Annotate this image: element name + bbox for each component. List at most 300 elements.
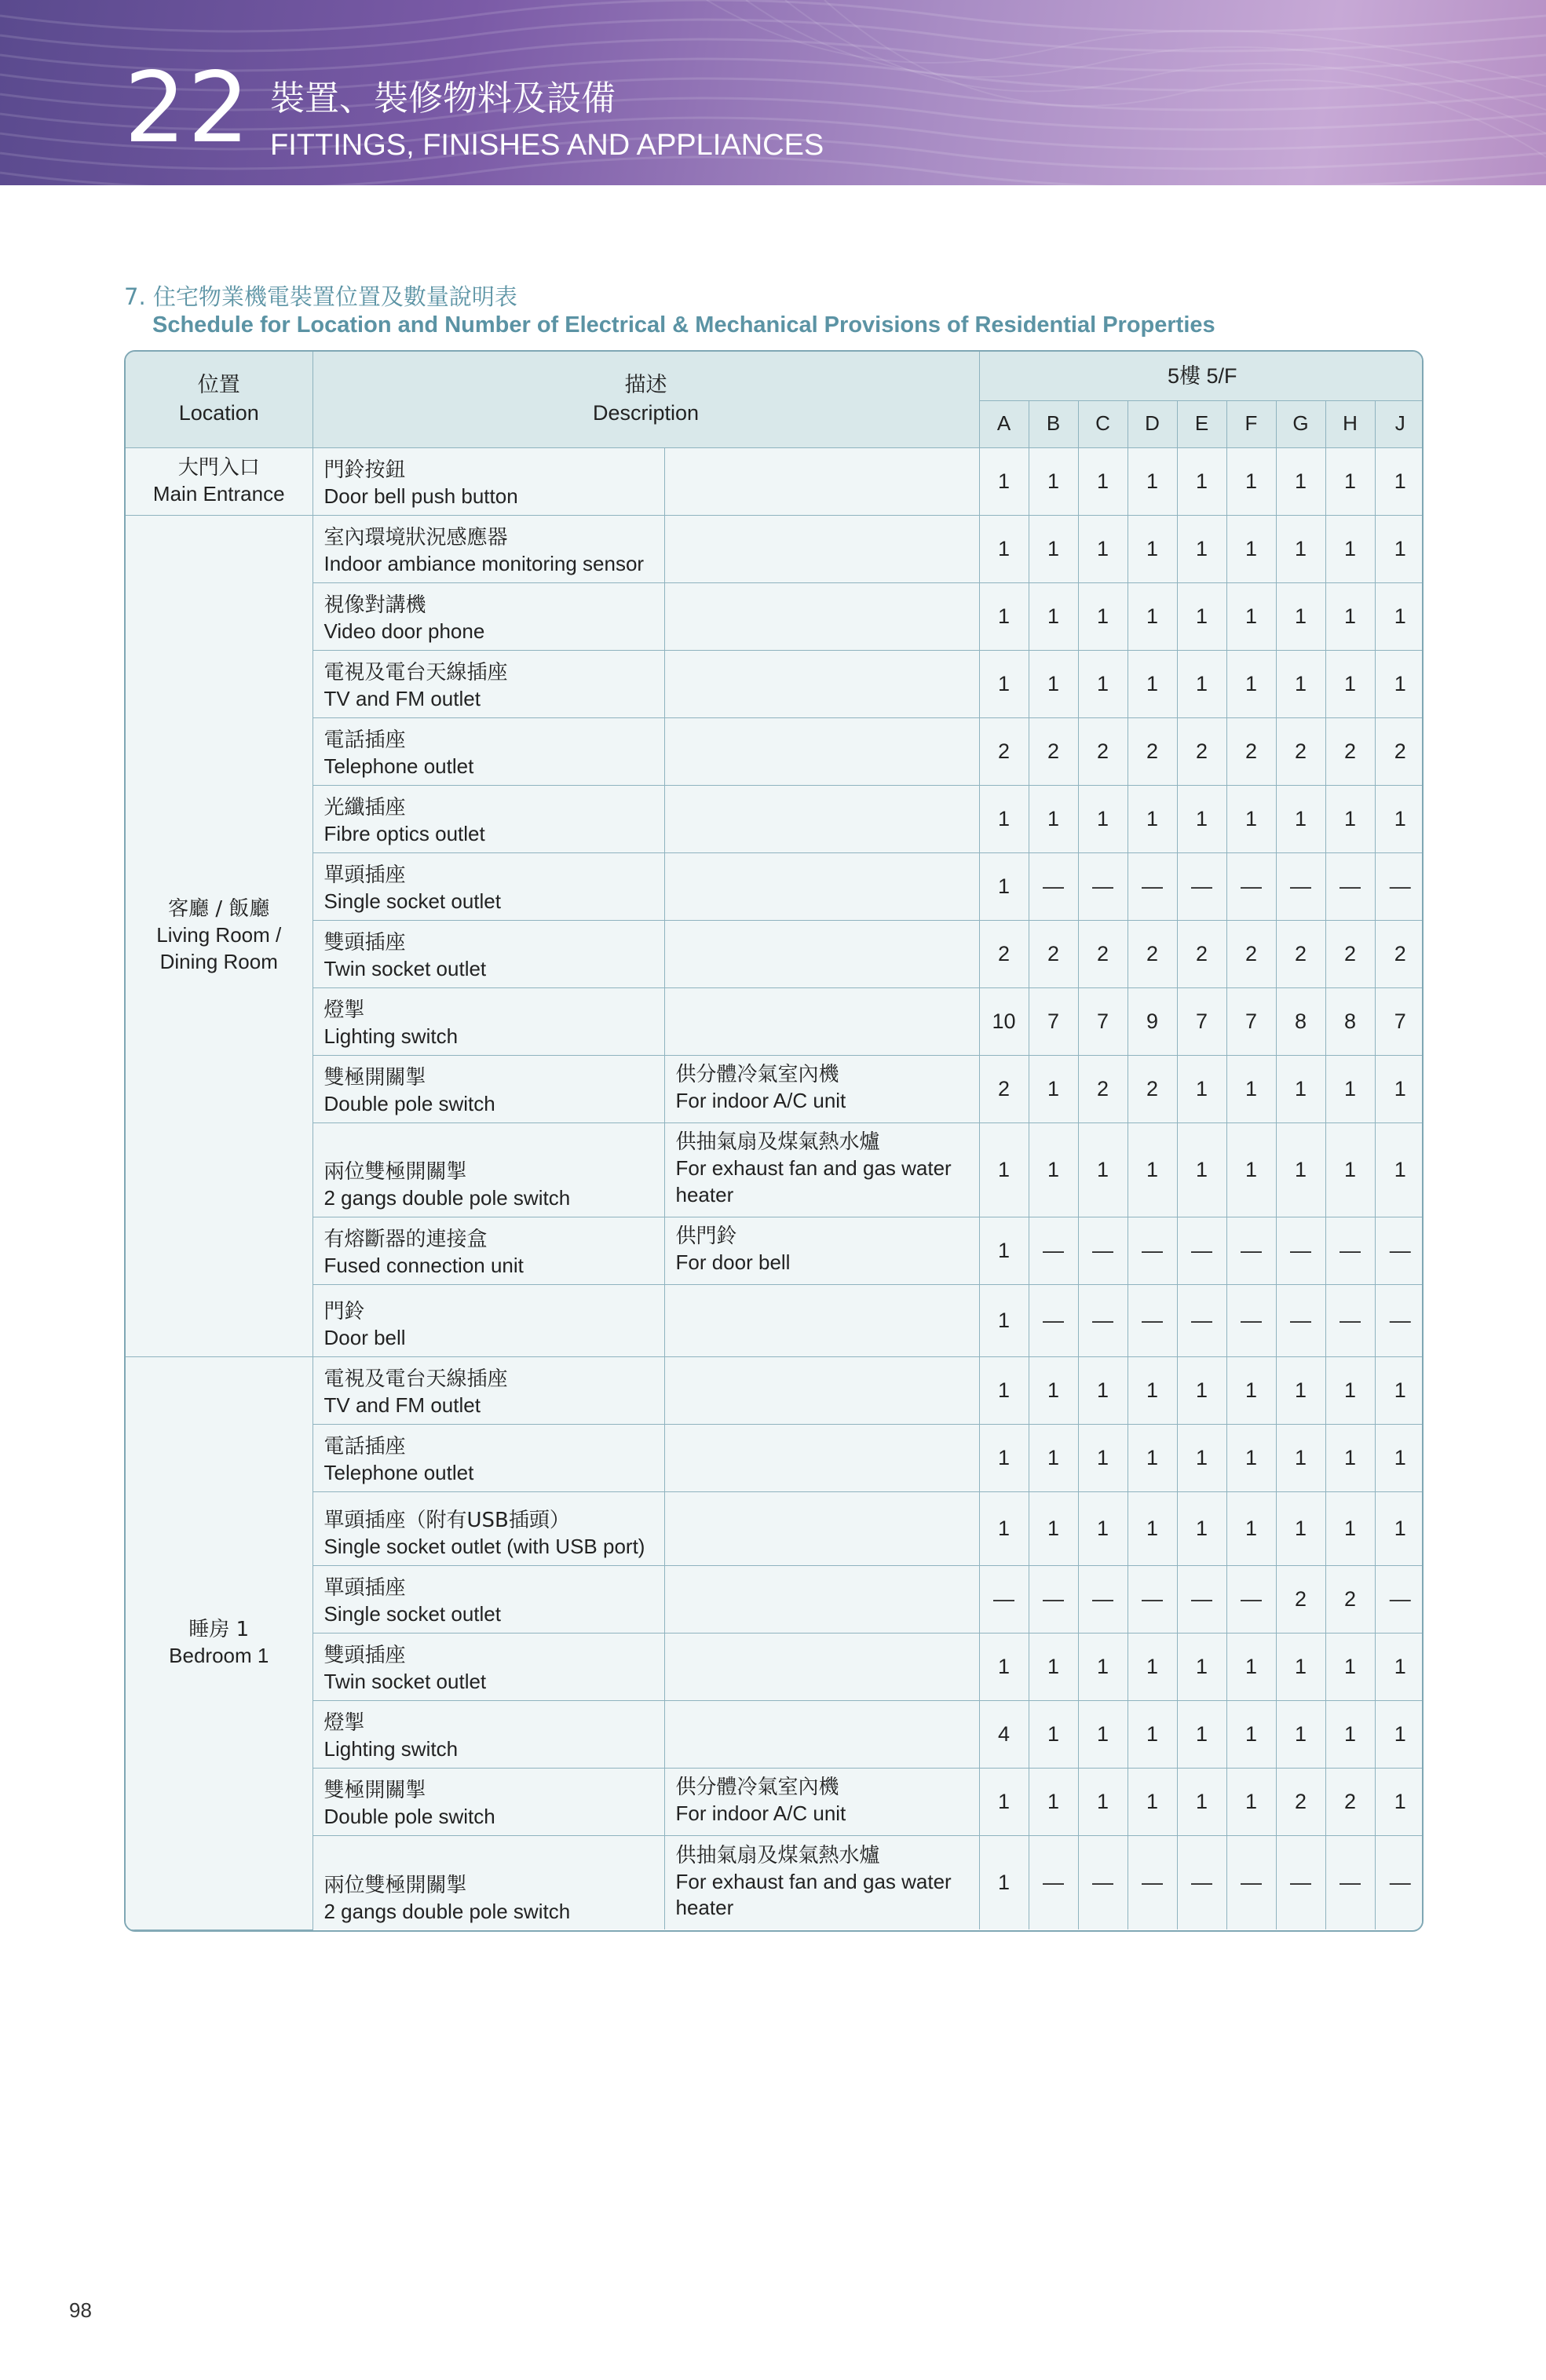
item-en: Double pole switch	[323, 1805, 495, 1829]
chapter-number: 22	[124, 52, 251, 165]
value-cell-c: 2	[1078, 920, 1128, 987]
value-cell-b: 1	[1029, 1633, 1078, 1700]
location-zh: 睡房 1	[188, 1617, 250, 1641]
page-number: 98	[69, 2298, 92, 2322]
value-cell-b: 2	[1029, 920, 1078, 987]
note-cell	[664, 650, 979, 717]
item-cell	[312, 1565, 664, 1633]
value-cell-a: 2	[979, 1055, 1029, 1122]
value-cell-b: 1	[1029, 1122, 1078, 1217]
value-cell-b: 1	[1029, 447, 1078, 515]
value-cell-j: 7	[1375, 987, 1424, 1055]
value-cell-j: 1	[1375, 1491, 1424, 1565]
value-cell-g: 1	[1276, 1424, 1325, 1491]
value-cell-d: 1	[1128, 447, 1177, 515]
item-cell	[312, 1424, 664, 1491]
item-cell	[312, 1768, 664, 1835]
value-cell-c: 1	[1078, 1424, 1128, 1491]
floor-header	[979, 352, 1424, 400]
item-zh: 電話插座	[323, 1435, 406, 1459]
value-cell-a: 1	[979, 1633, 1029, 1700]
value-cell-e: —	[1177, 852, 1226, 920]
value-cell-b: —	[1029, 1217, 1078, 1284]
section-title-en: Schedule for Location and Number of Electrical & Mechanical Provisions of Residential Properties	[152, 312, 1215, 338]
value-cell-g: —	[1276, 1284, 1325, 1356]
table-row	[126, 650, 1424, 717]
value-cell-a: 4	[979, 1700, 1029, 1768]
value-cell-a: 1	[979, 1424, 1029, 1491]
value-cell-a: 1	[979, 1284, 1029, 1356]
value-cell-e: —	[1177, 1835, 1226, 1929]
value-cell-g: 1	[1276, 650, 1325, 717]
description-header-en: Description	[592, 400, 700, 425]
note-cell	[664, 920, 979, 987]
value-cell-d: —	[1128, 1565, 1177, 1633]
value-cell-d: 2	[1128, 1055, 1177, 1122]
value-cell-b: 1	[1029, 1768, 1078, 1835]
value-cell-b: 1	[1029, 1055, 1078, 1122]
value-cell-g: 1	[1276, 1356, 1325, 1424]
item-en: Video door phone	[323, 619, 485, 644]
note-en: For door bell	[675, 1250, 791, 1274]
location-zh: 客廳 / 飯廳	[168, 897, 270, 922]
value-cell-d: 1	[1128, 1700, 1177, 1768]
item-zh: 門鈴按鈕	[323, 458, 406, 483]
value-cell-c: 7	[1078, 987, 1128, 1055]
table-row	[126, 1217, 1424, 1284]
item-cell	[312, 1491, 664, 1565]
value-cell-g: 8	[1276, 987, 1325, 1055]
value-cell-d: 1	[1128, 1633, 1177, 1700]
item-cell	[312, 987, 664, 1055]
value-cell-h: —	[1325, 1217, 1375, 1284]
value-cell-f: 1	[1226, 1768, 1276, 1835]
value-cell-b: —	[1029, 1284, 1078, 1356]
table-row	[126, 1633, 1424, 1700]
value-cell-h: —	[1325, 1284, 1375, 1356]
item-en: Twin socket outlet	[323, 1670, 487, 1694]
value-cell-b: 1	[1029, 515, 1078, 582]
note-cell	[664, 515, 979, 582]
value-cell-b: 1	[1029, 582, 1078, 650]
value-cell-d: 1	[1128, 582, 1177, 650]
value-cell-h: 1	[1325, 582, 1375, 650]
value-cell-j: 1	[1375, 1356, 1424, 1424]
item-cell	[312, 852, 664, 920]
note-cell	[664, 1424, 979, 1491]
value-cell-g: 2	[1276, 920, 1325, 987]
note-cell	[664, 1835, 979, 1929]
value-cell-c: 1	[1078, 650, 1128, 717]
item-en: Single socket outlet	[323, 1602, 501, 1626]
note-en: For indoor A/C unit	[675, 1801, 846, 1825]
value-cell-e: 1	[1177, 1700, 1226, 1768]
chapter-title-zh: 裝置、裝修物料及設備	[270, 78, 616, 119]
value-cell-a: 1	[979, 515, 1029, 582]
value-cell-b: 1	[1029, 785, 1078, 852]
table-row	[126, 852, 1424, 920]
value-cell-e: 2	[1177, 717, 1226, 785]
value-cell-b: —	[1029, 1835, 1078, 1929]
item-cell	[312, 1055, 664, 1122]
value-cell-h: 1	[1325, 515, 1375, 582]
item-zh: 室內環境狀況感應器	[323, 526, 508, 550]
value-cell-c: 1	[1078, 1633, 1128, 1700]
item-cell	[312, 1700, 664, 1768]
value-cell-j: 1	[1375, 785, 1424, 852]
value-cell-a: 1	[979, 582, 1029, 650]
value-cell-b: 1	[1029, 1424, 1078, 1491]
table-row	[126, 515, 1424, 582]
value-cell-e: 1	[1177, 1491, 1226, 1565]
value-cell-c: —	[1078, 852, 1128, 920]
value-cell-h: —	[1325, 852, 1375, 920]
value-cell-e: —	[1177, 1217, 1226, 1284]
item-cell	[312, 785, 664, 852]
chapter-banner	[0, 0, 1546, 185]
unit-header-e: E	[1177, 400, 1226, 447]
value-cell-g: —	[1276, 852, 1325, 920]
table-row	[126, 920, 1424, 987]
value-cell-f: —	[1226, 1835, 1276, 1929]
value-cell-c: 1	[1078, 515, 1128, 582]
note-cell	[664, 1633, 979, 1700]
value-cell-f: 1	[1226, 582, 1276, 650]
value-cell-h: 2	[1325, 1768, 1375, 1835]
table-row	[126, 785, 1424, 852]
item-zh: 視像對講機	[323, 593, 426, 618]
table-row	[126, 1424, 1424, 1491]
value-cell-e: 1	[1177, 650, 1226, 717]
value-cell-b: —	[1029, 852, 1078, 920]
value-cell-h: 1	[1325, 1700, 1375, 1768]
table-row	[126, 582, 1424, 650]
value-cell-h: 1	[1325, 1424, 1375, 1491]
value-cell-d: 1	[1128, 650, 1177, 717]
floor-header-label: 5樓 5/F	[1167, 363, 1237, 388]
value-cell-f: 1	[1226, 1491, 1276, 1565]
table-row	[126, 1356, 1424, 1424]
value-cell-j: 1	[1375, 1122, 1424, 1217]
item-zh: 兩位雙極開關掣	[323, 1873, 467, 1897]
value-cell-f: —	[1226, 1565, 1276, 1633]
value-cell-g: 1	[1276, 785, 1325, 852]
note-en: For indoor A/C unit	[675, 1089, 846, 1112]
value-cell-c: 1	[1078, 1768, 1128, 1835]
item-en: TV and FM outlet	[323, 687, 481, 711]
note-cell	[664, 1217, 979, 1284]
note-zh: 供門鈴	[675, 1224, 737, 1248]
unit-header-f: F	[1226, 400, 1276, 447]
value-cell-e: —	[1177, 1284, 1226, 1356]
value-cell-c: 1	[1078, 1700, 1128, 1768]
note-en: For exhaust fan and gas water heater	[675, 1156, 952, 1206]
value-cell-f: 1	[1226, 1055, 1276, 1122]
unit-header-g: G	[1276, 400, 1325, 447]
value-cell-h: 1	[1325, 785, 1375, 852]
value-cell-b: —	[1029, 1565, 1078, 1633]
value-cell-c: 1	[1078, 1122, 1128, 1217]
item-cell	[312, 1835, 664, 1929]
value-cell-f: 1	[1226, 1122, 1276, 1217]
item-en: Telephone outlet	[323, 1461, 474, 1485]
value-cell-g: 1	[1276, 447, 1325, 515]
item-zh: 單頭插座（附有USB插頭）	[323, 1509, 570, 1533]
description-header-zh: 描述	[624, 373, 667, 398]
location-en: Living Room / Dining Room	[156, 923, 282, 973]
note-cell	[664, 785, 979, 852]
item-zh: 門鈴	[323, 1300, 365, 1324]
value-cell-e: 1	[1177, 1424, 1226, 1491]
table-row	[126, 1768, 1424, 1835]
value-cell-c: —	[1078, 1284, 1128, 1356]
value-cell-c: —	[1078, 1217, 1128, 1284]
note-zh: 供分體冷氣室內機	[675, 1775, 839, 1799]
value-cell-e: 1	[1177, 515, 1226, 582]
value-cell-f: —	[1226, 852, 1276, 920]
item-zh: 兩位雙極開關掣	[323, 1160, 467, 1185]
value-cell-a: 1	[979, 1768, 1029, 1835]
value-cell-c: 1	[1078, 582, 1128, 650]
value-cell-h: 8	[1325, 987, 1375, 1055]
table-row	[126, 1284, 1424, 1356]
value-cell-f: 1	[1226, 1700, 1276, 1768]
location-header-zh: 位置	[197, 373, 240, 398]
value-cell-j: 1	[1375, 447, 1424, 515]
item-cell	[312, 717, 664, 785]
value-cell-d: 1	[1128, 1424, 1177, 1491]
note-cell	[664, 1700, 979, 1768]
item-zh: 雙極開關掣	[323, 1066, 426, 1090]
value-cell-g: 2	[1276, 717, 1325, 785]
location-cell	[126, 1356, 312, 1929]
value-cell-f: 2	[1226, 717, 1276, 785]
value-cell-f: —	[1226, 1217, 1276, 1284]
value-cell-e: 1	[1177, 1633, 1226, 1700]
value-cell-f: 1	[1226, 1633, 1276, 1700]
item-zh: 雙頭插座	[323, 1644, 406, 1668]
item-zh: 電話插座	[323, 728, 406, 753]
value-cell-a: 1	[979, 650, 1029, 717]
location-en: Main Entrance	[152, 482, 285, 506]
note-cell	[664, 582, 979, 650]
value-cell-f: 1	[1226, 785, 1276, 852]
note-cell	[664, 987, 979, 1055]
value-cell-c: 1	[1078, 447, 1128, 515]
value-cell-c: 1	[1078, 1491, 1128, 1565]
value-cell-a: 1	[979, 785, 1029, 852]
value-cell-g: 1	[1276, 1633, 1325, 1700]
value-cell-h: 1	[1325, 1633, 1375, 1700]
item-en: Double pole switch	[323, 1092, 495, 1116]
item-cell	[312, 920, 664, 987]
unit-header-c: C	[1078, 400, 1128, 447]
item-cell	[312, 1284, 664, 1356]
value-cell-j: —	[1375, 1835, 1424, 1929]
value-cell-e: 1	[1177, 1055, 1226, 1122]
note-zh: 供分體冷氣室內機	[675, 1062, 839, 1086]
item-en: Indoor ambiance monitoring sensor	[323, 552, 645, 576]
value-cell-d: 1	[1128, 1122, 1177, 1217]
item-cell	[312, 1122, 664, 1217]
location-cell	[126, 447, 312, 515]
item-en: 2 gangs double pole switch	[323, 1186, 571, 1210]
value-cell-f: —	[1226, 1284, 1276, 1356]
item-en: Telephone outlet	[323, 754, 474, 779]
value-cell-d: 9	[1128, 987, 1177, 1055]
value-cell-h: 2	[1325, 1565, 1375, 1633]
value-cell-a: 1	[979, 1835, 1029, 1929]
item-zh: 光纖插座	[323, 796, 406, 820]
description-header	[312, 352, 979, 447]
value-cell-f: 7	[1226, 987, 1276, 1055]
value-cell-d: 1	[1128, 785, 1177, 852]
table-row	[126, 987, 1424, 1055]
note-cell	[664, 717, 979, 785]
unit-header-h: H	[1325, 400, 1375, 447]
item-zh: 電視及電台天線插座	[323, 1367, 508, 1392]
item-en: Lighting switch	[323, 1737, 459, 1761]
value-cell-j: —	[1375, 1565, 1424, 1633]
value-cell-a: 1	[979, 447, 1029, 515]
value-cell-j: 2	[1375, 717, 1424, 785]
value-cell-c: —	[1078, 1565, 1128, 1633]
value-cell-g: 2	[1276, 1565, 1325, 1633]
value-cell-a: 1	[979, 1122, 1029, 1217]
item-cell	[312, 582, 664, 650]
value-cell-d: 2	[1128, 717, 1177, 785]
value-cell-b: 1	[1029, 650, 1078, 717]
value-cell-g: 1	[1276, 1700, 1325, 1768]
value-cell-d: 1	[1128, 1768, 1177, 1835]
item-cell	[312, 1356, 664, 1424]
item-cell	[312, 447, 664, 515]
item-zh: 燈掣	[323, 1711, 365, 1736]
item-zh: 燈掣	[323, 998, 365, 1023]
item-zh: 雙極開關掣	[323, 1779, 426, 1803]
value-cell-g: 1	[1276, 582, 1325, 650]
value-cell-h: 1	[1325, 1356, 1375, 1424]
item-zh: 單頭插座	[323, 1576, 406, 1601]
value-cell-h: 1	[1325, 1122, 1375, 1217]
value-cell-c: 2	[1078, 717, 1128, 785]
table-row	[126, 717, 1424, 785]
value-cell-f: 1	[1226, 447, 1276, 515]
table-row	[126, 1700, 1424, 1768]
value-cell-g: —	[1276, 1835, 1325, 1929]
table-row	[126, 1055, 1424, 1122]
value-cell-e: —	[1177, 1565, 1226, 1633]
value-cell-e: 1	[1177, 447, 1226, 515]
value-cell-j: —	[1375, 1217, 1424, 1284]
item-cell	[312, 1633, 664, 1700]
value-cell-e: 1	[1177, 1356, 1226, 1424]
value-cell-j: 1	[1375, 650, 1424, 717]
value-cell-b: 7	[1029, 987, 1078, 1055]
table-row	[126, 1122, 1424, 1217]
item-en: Door bell	[323, 1326, 406, 1350]
location-cell	[126, 515, 312, 1356]
value-cell-f: 1	[1226, 650, 1276, 717]
value-cell-e: 1	[1177, 1122, 1226, 1217]
value-cell-b: 1	[1029, 1491, 1078, 1565]
value-cell-f: 1	[1226, 1356, 1276, 1424]
value-cell-d: —	[1128, 1284, 1177, 1356]
table-row	[126, 1491, 1424, 1565]
value-cell-b: 2	[1029, 717, 1078, 785]
unit-header-b: B	[1029, 400, 1078, 447]
value-cell-a: 1	[979, 1217, 1029, 1284]
item-en: Door bell push button	[323, 484, 518, 509]
value-cell-j: —	[1375, 1284, 1424, 1356]
value-cell-g: 1	[1276, 1491, 1325, 1565]
value-cell-j: 1	[1375, 1633, 1424, 1700]
value-cell-a: 1	[979, 1491, 1029, 1565]
value-cell-g: 1	[1276, 1055, 1325, 1122]
item-en: Fibre optics outlet	[323, 822, 485, 846]
value-cell-h: 1	[1325, 1491, 1375, 1565]
value-cell-j: 2	[1375, 920, 1424, 987]
value-cell-d: 1	[1128, 515, 1177, 582]
note-cell	[664, 1284, 979, 1356]
note-cell	[664, 1768, 979, 1835]
value-cell-c: 1	[1078, 785, 1128, 852]
value-cell-h: 2	[1325, 717, 1375, 785]
item-cell	[312, 650, 664, 717]
value-cell-g: —	[1276, 1217, 1325, 1284]
table-body	[126, 447, 1424, 1929]
location-en: Bedroom 1	[169, 1644, 269, 1667]
value-cell-f: 1	[1226, 515, 1276, 582]
value-cell-b: 1	[1029, 1356, 1078, 1424]
item-en: TV and FM outlet	[323, 1393, 481, 1418]
note-cell	[664, 1055, 979, 1122]
provisions-table	[126, 352, 1424, 1930]
value-cell-j: 1	[1375, 1768, 1424, 1835]
value-cell-h: 2	[1325, 920, 1375, 987]
note-zh: 供抽氣扇及煤氣熱水爐	[675, 1843, 880, 1867]
item-cell	[312, 1217, 664, 1284]
value-cell-a: 2	[979, 920, 1029, 987]
value-cell-e: 1	[1177, 1768, 1226, 1835]
value-cell-d: —	[1128, 852, 1177, 920]
table-row	[126, 1835, 1424, 1929]
value-cell-a: 1	[979, 852, 1029, 920]
value-cell-d: —	[1128, 1835, 1177, 1929]
note-cell	[664, 1491, 979, 1565]
note-cell	[664, 852, 979, 920]
value-cell-c: —	[1078, 1835, 1128, 1929]
provisions-table-container	[124, 350, 1424, 1932]
value-cell-e: 2	[1177, 920, 1226, 987]
value-cell-h: 1	[1325, 650, 1375, 717]
item-en: Single socket outlet (with USB port)	[323, 1535, 645, 1559]
item-zh: 電視及電台天線插座	[323, 661, 508, 685]
item-zh: 單頭插座	[323, 863, 406, 888]
note-cell	[664, 447, 979, 515]
item-zh: 有熔斷器的連接盒	[323, 1228, 488, 1252]
chapter-title-en: FITTINGS, FINISHES AND APPLIANCES	[270, 129, 824, 162]
value-cell-j: 1	[1375, 1055, 1424, 1122]
value-cell-a: 10	[979, 987, 1029, 1055]
value-cell-f: 1	[1226, 1424, 1276, 1491]
item-zh: 雙頭插座	[323, 931, 406, 955]
value-cell-j: —	[1375, 852, 1424, 920]
value-cell-c: 1	[1078, 1356, 1128, 1424]
value-cell-c: 2	[1078, 1055, 1128, 1122]
value-cell-h: 1	[1325, 1055, 1375, 1122]
value-cell-e: 7	[1177, 987, 1226, 1055]
